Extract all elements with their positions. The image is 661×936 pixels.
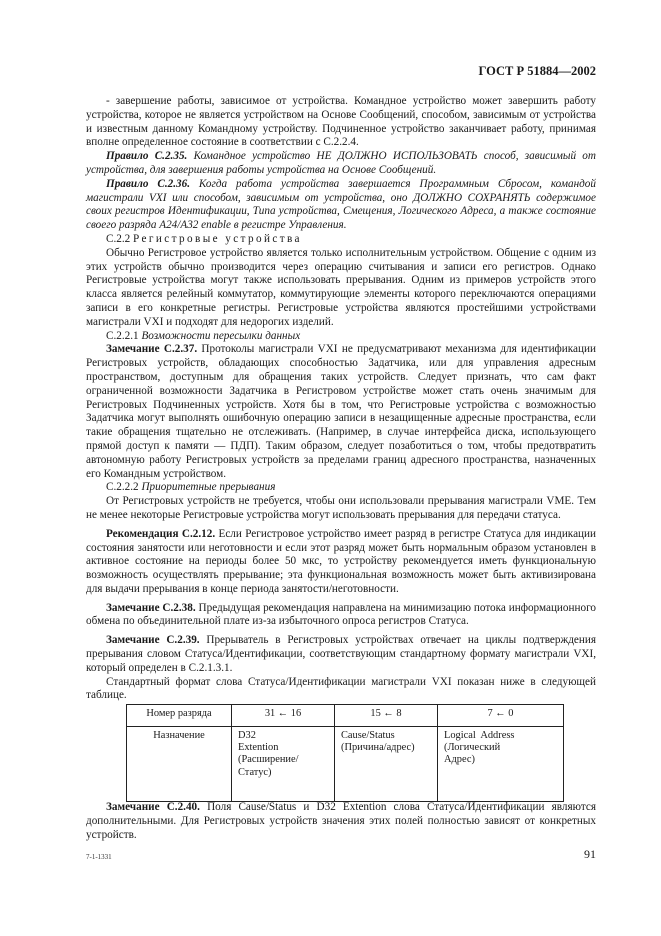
note-c2-39: [86, 634, 596, 675]
status-id-format-table: [126, 704, 564, 802]
section-title: Приоритетные прерывания: [141, 481, 276, 494]
note-text: Протоколы магистрали VXI не предусматривают механизма для идентификации Регистровых устройств, обладающих способностью Задатчика, или для управления адресным пространством, доступным для обращения таких устройств. Следует признать, что сам факт ограниченной возможности Задатчика в Регистровом устройстве может стать очень значимым для Регистровых Подчиненных устройств. Хотя бы в том, что Регистровые устройства с возможностью Задатчика могут выполнять ошибочную операцию записи в незащищенные адресные пространства, если такие обращения тщательно не отслеживать. (Например, в случае интерфейса диска, использующего прямой доступ к памяти — ПДП). Таким образом, следует позаботиться о том, чтобы предотвратить автономную работу Регистровых устройств за пределами границ адресного пространства, назначенных его Командным устройством.: [86, 343, 596, 480]
recommendation-c2-12: [86, 528, 596, 597]
cell-line: D32: [238, 730, 256, 741]
table-header-cell: 7 ← 0: [438, 705, 564, 727]
cell-line: (Расширение/: [238, 754, 299, 766]
section-heading-c2-2-1: [86, 330, 596, 344]
section-title: Возможности пересылки данных: [141, 329, 301, 342]
note-label: Замечание С.2.37.: [106, 343, 198, 356]
body-text-after-table: [86, 801, 596, 842]
table-cell-bits-15-8: [335, 727, 438, 802]
print-mark: 7-1-1331: [86, 853, 112, 861]
cell-line: Logical Address: [444, 730, 515, 741]
paragraph-termination: - завершение работы, зависимое от устройства. Командное устройство может завершить работу устройства, которое не является устройством на Основе Сообщений, способом, зависимым от устройства и известным данному Командному устройству. Подчиненное устройство заканчивает работу, принимая вполне определенное состояние в соответствии с С.2.2.4.: [86, 95, 596, 149]
cell-line: Cause/Status: [341, 730, 395, 741]
table-header-cell: 15 ← 8: [335, 705, 438, 727]
table-cell-bits-31-16: [232, 727, 335, 802]
rule-c2-35: [86, 150, 596, 178]
paragraph-register-devices: Обычно Регистровое устройство является только исполнительным устройством. Общение с одним из этих устройств обычно производится через операцию считывания и записи его регистров. Однако Регистровые устройства могут также использовать прерывания. Одним из примеров устройств этого класса является релейный коммутатор, коммутирующие элементы которого переключаются операциями записи в его конкретные регистры. Регистровые устройства являются простейшими устройствами магистрали VXI и подходят для недорогих изделий.: [86, 246, 596, 328]
rule-label: Правило С.2.35.: [106, 150, 188, 163]
recommendation-text: Если Регистровое устройство имеет разряд в регистре Статуса для индикации состояния занятости или неготовности и если этот разряд может быть нормальным образом установлен в активное состояние на периоды более 50 мкс, то устройству рекомендуется иметь функциональную возможность осуществлять прерывание; эта функциональная возможность может быть активизирована для выдачи прерывания в конце периода занятости/неготовности.: [86, 527, 596, 595]
cell-line: Статус): [238, 766, 272, 778]
rule-c2-36: [86, 178, 596, 233]
note-text: Предыдущая рекомендация направлена на минимизацию потока информационного обмена по объединительной плате из-за избыточного опроса регистров Статуса.: [86, 601, 596, 628]
rule-text: Командное устройство НЕ ДОЛЖНО ИСПОЛЬЗОВАТЬ способ, зависимый от устройства, для завершения работы устройства на Основе Сообщений.: [86, 150, 596, 176]
rule-label: Правило С.2.36.: [106, 177, 190, 190]
cell-line: (Логический: [444, 742, 501, 754]
note-label: Замечание С.2.39.: [106, 634, 200, 647]
section-number: С.2.2.2: [106, 481, 142, 494]
note-c2-40: [86, 801, 596, 842]
table-header-cell: 31 ← 16: [232, 705, 335, 727]
section-title: Регистровые устройства: [133, 232, 302, 245]
rule-text: Когда работа устройства завершается Программным Сбросом, командой магистрали VXI или способом, зависимым от устройства, оно ДОЛЖНО СОХРАНЯТЬ содержимое своих регистров Идентификации, Типа устройства, Смещения, Логического Адреса, а также состояние своего разряда A24/A32 enable в регистре Управления.: [86, 177, 596, 232]
note-text: Прерыватель в Регистровых устройствах отвечает на циклы подтверждения прерывания словом Статуса/Идентификации, соответствующим стандартному формату магистрали VXI, который определен в С.2.1.3.1.: [86, 634, 596, 674]
cell-line: Extention: [238, 742, 279, 754]
section-heading-c2-2: [86, 233, 596, 247]
standard-header: ГОСТ Р 51884—2002: [478, 64, 596, 78]
body-text: [86, 95, 596, 703]
section-number: С.2.2.1: [106, 329, 142, 342]
paragraph-format-intro: Стандартный формат слова Статуса/Идентификации магистрали VXI показан ниже в следующей таблице.: [86, 675, 596, 702]
cell-line: Адрес): [444, 754, 475, 766]
section-number: С.2.2: [106, 232, 134, 245]
table-header-cell: Номер разряда: [127, 705, 232, 727]
section-heading-c2-2-2: [86, 481, 596, 495]
cell-line: (Причина/адрес): [341, 742, 415, 754]
table-cell-bits-7-0: [438, 727, 564, 802]
note-text: Поля Cause/Status и D32 Extention слова Статуса/Идентификации являются дополнительными. Для Регистровых устройств значения этих полей полностью зависят от конкретных устройств.: [86, 801, 596, 841]
page-number: 91: [584, 847, 596, 861]
table-row-label: Назначение: [127, 727, 232, 802]
note-label: Замечание С.2.40.: [106, 801, 200, 813]
note-label: Замечание С.2.38.: [106, 601, 196, 614]
note-c2-38: [86, 602, 596, 630]
table-header-row: [127, 705, 564, 727]
recommendation-label: Рекомендация С.2.12.: [106, 527, 216, 540]
paragraph-interrupts: От Регистровых устройств не требуется, чтобы они использовали прерывания магистрали VME. Тем не менее некоторые Регистровые устройства могут использовать прерывания для передачи статуса.: [86, 495, 596, 521]
note-c2-37: [86, 343, 596, 481]
table-row: [127, 727, 564, 802]
